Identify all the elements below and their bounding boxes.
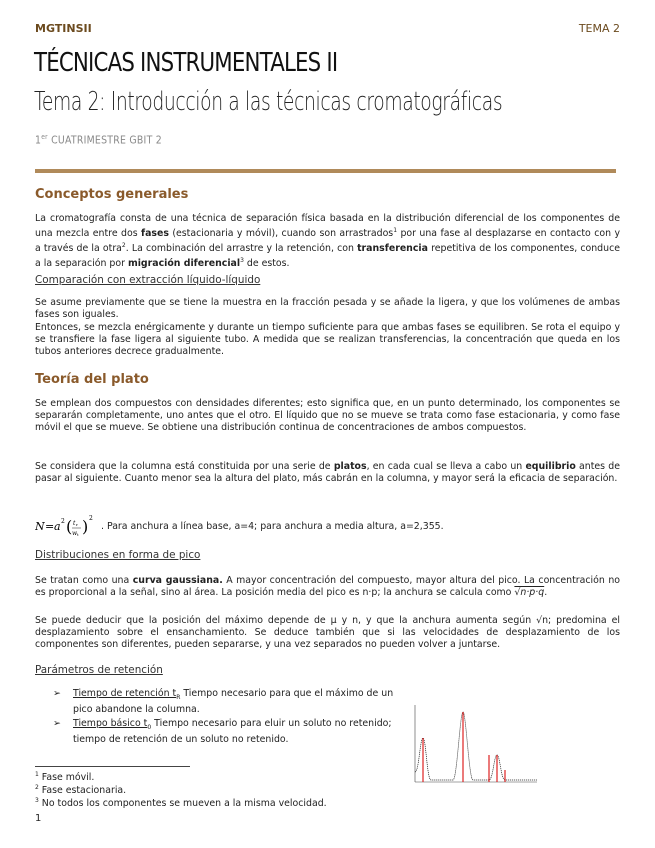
svg-text:r: r [76, 522, 78, 527]
paragraph-comparacion-1: Se asume previamente que se tiene la muestra en la fracción pesada y se añade la ligera, y que los volúmenes de ambas fases son iguales. [35, 297, 620, 320]
subheading-comparacion: Comparación con extracción líquido-líquido [35, 274, 261, 286]
list-item: ➢ Tiempo de retención $t_R$ Tiempo necesario para que el máximo de un pico abandone la columna. [53, 688, 394, 715]
svg-text:w: w [72, 530, 78, 537]
chart-background [405, 700, 542, 790]
document-subtitle: Tema 2: Introducción a las técnicas cromatográficas [34, 87, 503, 117]
document-title: TÉCNICAS INSTRUMENTALES II [34, 48, 338, 78]
list-item: ➢ Tiempo básico $t_0$ Tiempo necesario para eluir un soluto no retenido; tiempo de retención de un soluto no retenido. [53, 717, 392, 745]
paragraph-pico-2: Se puede deducir que la posición del máximo depende de μ y n, y que la anchura aumenta según √n; predomina el desplazamiento sobre el ensanchamiento. Se deduce también que si las velocidades de desplazamiento de los componentes son diferentes, pueden separarse, y una vez separados no pueden volver a juntarse. [35, 615, 620, 650]
paragraph-comparacion-2: Entonces, se mezcla enérgicamente y durante un tiempo suficiente para que ambas fases se equilibren. Se rota el equipo y se transfiere la fase ligera al siguiente tubo. A medida que se realizan transferencias, la concentración que queda en los tubos anteriores decrece gradualmente. [35, 322, 620, 357]
svg-text:t: t [73, 520, 76, 527]
paragraph-plato-1: Se emplean dos compuestos con densidades diferentes; esto significa que, en un punto determinado, los componentes se separarán completamente, uno antes que el otro. El líquido que no se mueve se trata como fase estacionaria, y como fase móvil el que se mueve. Se obtiene una distribución continua de concentraciones de ambos compuestos. [35, 398, 620, 433]
paragraph-plato-2: Se considera que la columna está constituida por una serie de platos, en cada cual se lleva a cabo un equilibrio antes de pasar al siguiente. Cuanto menor sea la altura del plato, más cabrán en la columna, y mayor será la eficacia de separación. [35, 461, 620, 484]
formula-explanation: . Para anchura a línea base, a=4; para anchura a media altura, a=2,355. [101, 520, 444, 532]
chromatogram-figure [405, 700, 542, 790]
page-number: 1 [35, 813, 42, 824]
footnote-divider [35, 766, 190, 767]
svg-text:(: ( [66, 517, 73, 536]
heading-teoria-plato: Teoría del plato [35, 372, 149, 387]
retention-parameters-list [53, 688, 398, 748]
heading-conceptos-generales: Conceptos generales [35, 187, 189, 202]
svg-text:a: a [54, 520, 61, 533]
plate-number-formula [35, 512, 444, 540]
svg-text:2: 2 [61, 518, 65, 525]
title-divider [35, 169, 616, 173]
course-info: 1er CUATRIMESTRE GBIT 2 [35, 133, 162, 147]
subheading-parametros: Parámetros de retención [35, 664, 163, 676]
header-course-code: MGTINSII [35, 22, 92, 35]
svg-text:): ) [82, 517, 89, 536]
footnote: $^3$ No todos los componentes se mueven a la misma velocidad. [35, 797, 327, 810]
footnote: $^2$ Fase estacionaria. [35, 784, 127, 797]
paragraph-conceptos: La cromatografía consta de una técnica de separación física basada en la distribución diferencial de los componentes de una mezcla entre dos fases (estacionaria y móvil), cuando son arrastrados$^1$ por una fase al desplazarse en contacto con y a través de la otra$^2$. La combinación del arrastre y la retención, con transferencia repetitiva de los componentes, conduce a la separación por migración diferencial$^3$ de estos. [35, 213, 621, 270]
subheading-distribuciones: Distribuciones en forma de pico [35, 549, 201, 561]
header-topic: TEMA 2 [578, 22, 620, 35]
footnote: $^1$ Fase móvil. [35, 771, 95, 784]
formula-svg [35, 512, 97, 540]
svg-text:N: N [35, 520, 45, 533]
paragraph-pico-1: Se tratan como una curva gaussiana. A mayor concentración del compuesto, mayor altura del pico. La concentración no es proporcional a la señal, sino al área. La posición media del pico es n·p; la anchura se calcula como √n·p·q. [35, 575, 620, 598]
arrow-bullet-icon: ➢ [53, 688, 61, 699]
arrow-bullet-icon: ➢ [53, 717, 61, 729]
svg-text:=: = [45, 520, 55, 533]
svg-text:t: t [77, 532, 79, 537]
svg-text:2: 2 [89, 515, 93, 522]
